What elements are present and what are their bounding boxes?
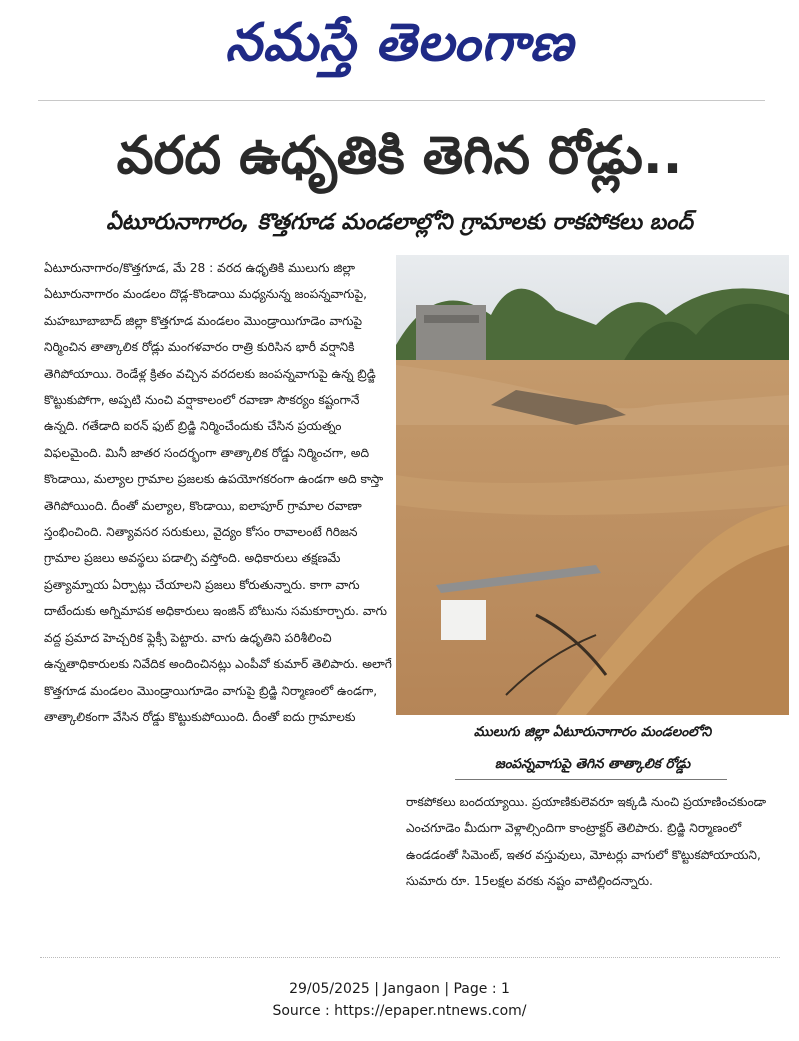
article-paragraph: ఏటూరునాగారం/కొత్తగూడ, మే 28 : వరద ఉధృతికి ములుగు జిల్లా ఏటూరునాగారం మండలం దొడ్ల-కొండాయి మధ్యనున్న జంపన్నవాగుపై, మహబూబాబాద్ జిల్లా కొత్తగూడ మండలం మొండ్రాయిగూడెం వాగుపై నిర్మించిన తాత్కాలిక రోడ్లు మంగళవారం రాత్రి కురిసిన భారీ వర్షానికి తెగిపోయాయి. రెండేళ్ల క్రితం వచ్చిన వరదలకు జంపన్నవాగుపై ఉన్న బ్రిడ్జి కొట్టుకుపోగా, అప్పటి నుంచి వర్షాకాలంలో రవాణా సౌకర్యం కష్టంగానే ఉన్నది. గతేడాది ఐరన్ ఫుట్ బ్రిడ్జి నిర్మించేందుకు చేసిన ప్రయత్నం విఫలమైంది. మినీ జాతర సందర్భంగా తాత్కాలిక రోడ్డు నిర్మించగా, అది కొండాయి, మల్యాల గ్రామాల ప్రజలకు ఉపయోగకరంగా ఉండగా అది కాస్తా తెగిపోయింది. దీంతో మల్యాల, కొండాయి, ఐలాపూర్ గ్రామాల రవాణా స్తంభించింది. నిత్యావసర సరుకులు, వైద్యం కోసం రావాలంటే గిరిజన గ్రామాల ప్రజలు అవస్థలు పడాల్సి వస్తోంది. అధికారులు తక్షణమే ప్రత్యామ్నాయ ఏర్పాట్లు చేయాలని ప్రజలు కోరుతున్నారు. కాగా వాగు దాటేందుకు అగ్నిమాపక అధికారులు ఇంజిన్ బోటును సమకూర్చారు. వాగు వద్ద ప్రమాద హెచ్చరిక ఫ్లెక్సీ పెట్టారు. వాగు ఉధృతిని పరిశీలించి ఉన్నతాధికారులకు నివేదిక అందించినట్లు ఎంపీవో కుమార్ తెలిపారు. అలాగే కొత్తగూడ మండలం మొండ్రాయిగూడెం వాగుపై బ్రిడ్జి నిర్మాణంలో ఉండగా, తాత్కాలికంగా వేసిన రోడ్డు కొట్టుకుపోయింది. దీంతో ఐదు గ్రామాలకు xyxy=(44,261,392,724)
date-edition-page-line: 29/05/2025 | Jangaon | Page : 1 xyxy=(289,981,510,997)
caption-underline xyxy=(455,779,727,780)
newspaper-masthead: నమస్తే తెలంగాణ xyxy=(225,12,574,73)
photo-illustration xyxy=(396,255,789,715)
source-line: Source : https://epaper.ntnews.com/ xyxy=(272,1003,527,1019)
photo-caption-line2: జంపన్నవాగుపై తెగిన తాత్కాలిక రోడ్డు xyxy=(494,756,691,772)
article-body-left-column xyxy=(44,255,394,950)
article-headline: వరద ఉధృతికి తెగిన రోడ్లు.. xyxy=(116,126,683,186)
article-paragraph-continued: రాకపోకలు బందయ్యాయి. ప్రయాణికులెవరూ ఇక్కడి నుంచి ప్రయాణించకుండా ఎంచగూడెం మీదుగా వెళ్లాల్సిందిగా కాంట్రాక్టర్ తెలిపారు. బ్రిడ్జి నిర్మాణంలో ఉండడంతో సిమెంట్, ఇతర వస్తువులు, మోటర్లు వాగులో కొట్టుకపోయాయని, సుమారు రూ. 15లక్షల వరకు నష్టం వాటిల్లిందన్నారు. xyxy=(406,795,767,889)
article-bottom-divider xyxy=(40,957,780,958)
article-subheadline: ఏటూరునాగారం, కొత్తగూడ మండలాల్లోని గ్రామాలకు రాకపోకలు బంద్ xyxy=(106,210,693,235)
photo-caption xyxy=(396,716,789,780)
masthead-divider xyxy=(38,100,765,101)
article-body-right-column xyxy=(406,789,781,949)
photo-caption-line1: ములుగు జిల్లా ఏటూరునాగారం మండలంలోని xyxy=(473,724,712,740)
flood-damaged-road-photo xyxy=(396,255,789,715)
clipping-footer xyxy=(0,978,799,1022)
